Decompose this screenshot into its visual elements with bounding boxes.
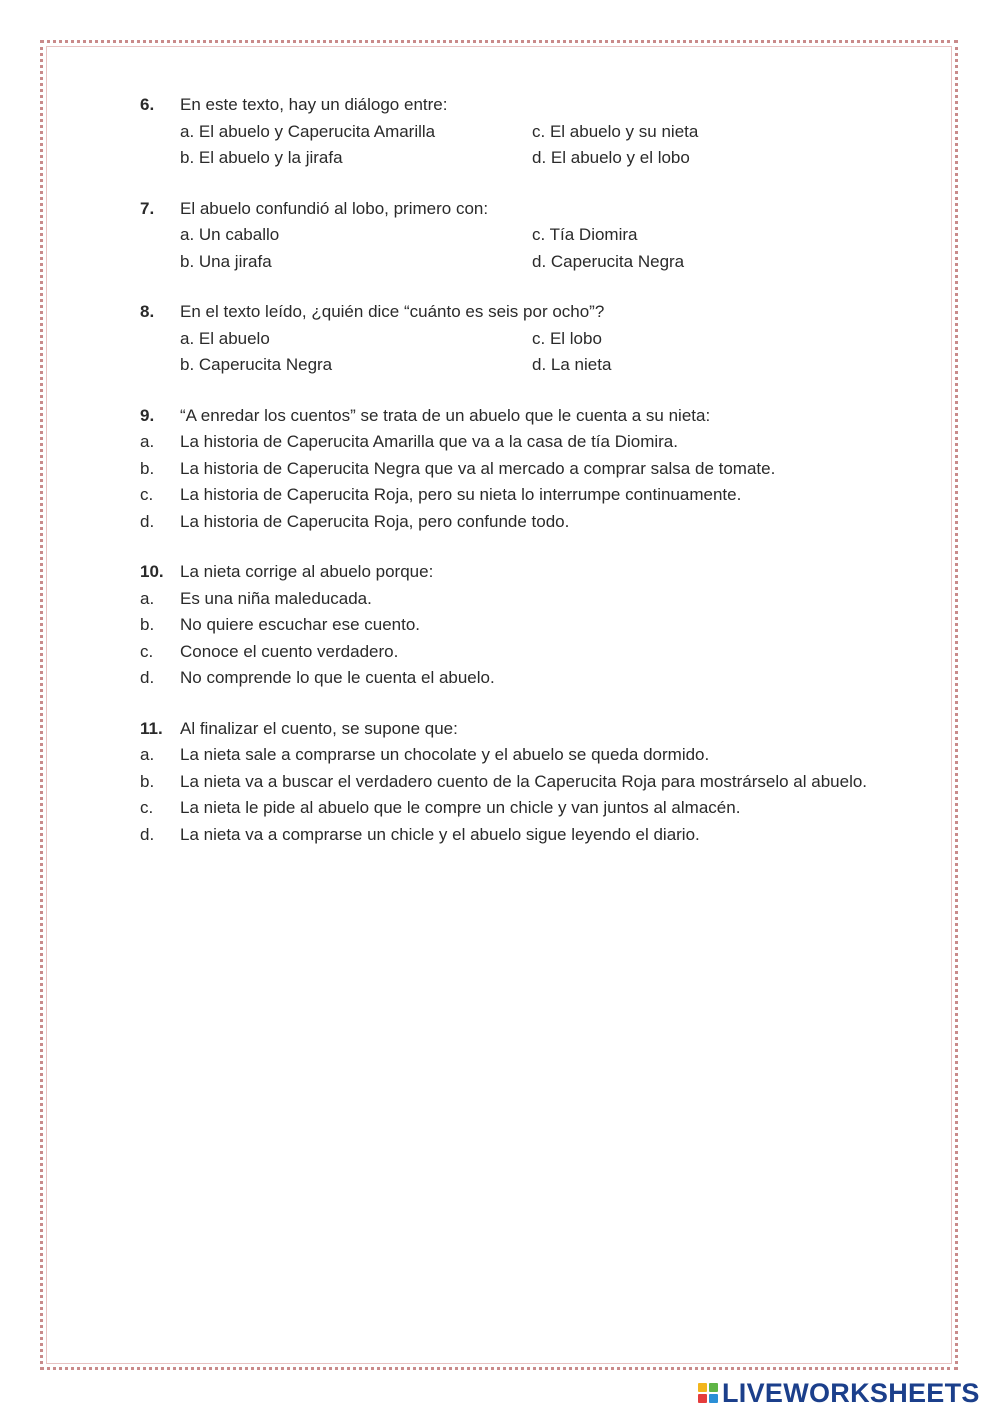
option-a[interactable]: a. El abuelo y Caperucita Amarilla — [180, 121, 436, 141]
option-b[interactable] — [140, 612, 920, 639]
option-b[interactable] — [140, 456, 920, 483]
option-d[interactable] — [140, 509, 920, 536]
option-a[interactable] — [140, 586, 920, 613]
option-text: La nieta va a comprarse un chicle y el abuelo sigue leyendo el diario. — [180, 824, 700, 844]
logo-square-1 — [698, 1383, 707, 1392]
option-c[interactable] — [140, 795, 920, 822]
question-text: El abuelo confundió al lobo, primero con: — [180, 198, 489, 218]
liveworksheets-logo — [698, 1378, 980, 1408]
option-text: La historia de Caperucita Amarilla que va a la casa de tía Diomira. — [180, 432, 678, 451]
option-text: Conoce el cuento verdadero. — [180, 641, 399, 661]
option-d[interactable]: d. El abuelo y el lobo — [532, 148, 690, 167]
option-c[interactable] — [140, 482, 920, 509]
option-b[interactable]: b. Caperucita Negra — [180, 355, 333, 374]
option-text: La nieta le pide al abuelo que le compre un chicle y van juntos al almacén. — [180, 798, 741, 817]
option-letter: c. — [140, 485, 154, 504]
option-a[interactable]: a. Un caballo — [180, 225, 280, 244]
option-a[interactable]: a. El abuelo — [180, 328, 270, 348]
option-d[interactable] — [140, 822, 920, 849]
question-8 — [140, 299, 920, 379]
question-text: En este texto, hay un diálogo entre: — [180, 95, 448, 114]
option-d[interactable]: d. Caperucita Negra — [532, 251, 685, 271]
option-letter: c. — [140, 798, 154, 817]
option-b[interactable] — [140, 769, 920, 796]
option-letter: b. — [140, 771, 155, 791]
question-6 — [140, 92, 920, 172]
option-b[interactable]: b. El abuelo y la jirafa — [180, 148, 343, 167]
option-letter: d. — [140, 511, 155, 531]
option-text: No quiere escuchar ese cuento. — [180, 615, 421, 634]
option-c[interactable]: c. El lobo — [532, 328, 602, 348]
option-text: La historia de Caperucita Roja, pero confunde todo. — [180, 511, 570, 531]
option-c[interactable]: c. El abuelo y su nieta — [532, 121, 699, 141]
question-9 — [140, 403, 920, 536]
question-number: 7. — [140, 198, 155, 218]
option-letter: a. — [140, 432, 155, 451]
option-b[interactable]: b. Una jirafa — [180, 251, 272, 271]
question-number: 6. — [140, 95, 155, 114]
question-11 — [140, 716, 920, 849]
option-a[interactable] — [140, 429, 920, 456]
option-letter: d. — [140, 824, 155, 844]
question-number: 9. — [140, 405, 155, 425]
question-text: “A enredar los cuentos” se trata de un abuelo que le cuenta a su nieta: — [180, 405, 711, 425]
option-letter: a. — [140, 745, 155, 764]
option-c[interactable] — [140, 639, 920, 666]
question-text: La nieta corrige al abuelo porque: — [180, 562, 434, 581]
logo-square-3 — [698, 1394, 707, 1403]
option-text: Es una niña maleducada. — [180, 588, 372, 608]
option-c[interactable]: c. Tía Diomira — [532, 225, 638, 244]
question-10 — [140, 559, 920, 692]
option-letter: c. — [140, 641, 154, 661]
option-letter: d. — [140, 668, 155, 687]
logo-grid-icon — [698, 1383, 718, 1403]
question-text: En el texto leído, ¿quién dice “cuánto es seis por ocho”? — [180, 302, 605, 321]
option-d[interactable] — [140, 665, 920, 692]
worksheet-content — [140, 92, 920, 872]
option-letter: b. — [140, 458, 155, 478]
question-number: 8. — [140, 302, 155, 321]
question-7 — [140, 196, 920, 276]
option-text: La nieta va a buscar el verdadero cuento de la Caperucita Roja para mostrárselo al abuelo. — [180, 771, 868, 791]
option-text: La historia de Caperucita Roja, pero su nieta lo interrumpe continuamente. — [180, 485, 742, 504]
option-a[interactable] — [140, 742, 920, 769]
question-number: 11. — [140, 718, 163, 738]
option-text: La historia de Caperucita Negra que va al mercado a comprar salsa de tomate. — [180, 458, 776, 478]
option-text: La nieta sale a comprarse un chocolate y el abuelo se queda dormido. — [180, 745, 710, 764]
logo-square-4 — [709, 1394, 718, 1403]
option-d[interactable]: d. La nieta — [532, 355, 612, 374]
option-letter: b. — [140, 615, 155, 634]
logo-square-2 — [709, 1383, 718, 1392]
question-text: Al finalizar el cuento, se supone que: — [180, 718, 458, 738]
option-letter: a. — [140, 588, 155, 608]
brand-text: LIVEWORKSHEETS — [722, 1377, 980, 1408]
question-number: 10. — [140, 562, 164, 581]
option-text: No comprende lo que le cuenta el abuelo. — [180, 668, 495, 687]
